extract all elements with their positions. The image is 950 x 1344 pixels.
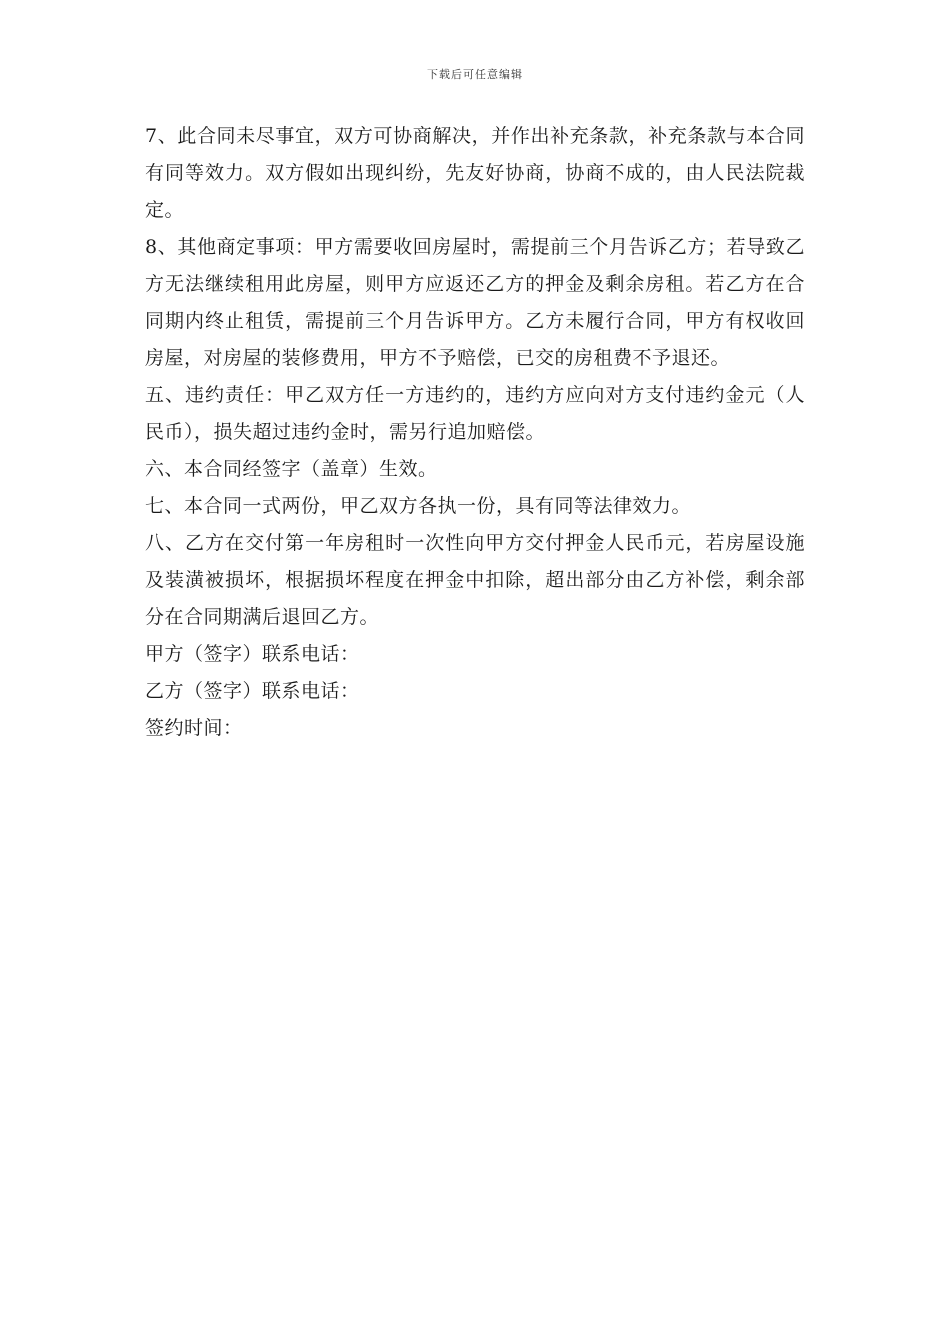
breach-liability-paragraph: 五、违约责任：甲乙双方任一方违约的，违约方应向对方支付违约金元（人民币），损失超过违约金时，需另行追加赔偿。 (145, 384, 805, 443)
page-header-note: 下载后可任意编辑 (427, 68, 523, 81)
document-body (145, 118, 805, 747)
deposit-paragraph: 八、乙方在交付第一年房租时一次性向甲方交付押金人民币元，若房屋设施及装潢被损坏，根据损坏程度在押金中扣除，超出部分由乙方补偿，剩余部分在合同期满后退回乙方。 (145, 532, 805, 628)
copies-paragraph: 七、本合同一式两份，甲乙双方各执一份，具有同等法律效力。 (145, 495, 692, 517)
party-b-signature-line: 乙方（签字）联系电话： (145, 680, 360, 702)
clause-7-paragraph: 7、此合同未尽事宜，双方可协商解决，并作出补充条款，补充条款与本合同有同等效力。双方假如出现纠纷，先友好协商，协商不成的，由人民法院裁定。 (145, 125, 805, 221)
clause-8-paragraph: 8、其他商定事项：甲方需要收回房屋时，需提前三个月告诉乙方；若导致乙方无法继续租用此房屋，则甲方应返还乙方的押金及剩余房租。若乙方在合同期内终止租赁，需提前三个月告诉甲方。乙方未履行合同，甲方有权收回房屋，对房屋的装修费用，甲方不予赔偿，已交的房租费不予退还。 (145, 236, 805, 369)
effectiveness-paragraph: 六、本合同经签字（盖章）生效。 (145, 458, 438, 480)
party-a-signature-line: 甲方（签字）联系电话： (145, 643, 360, 665)
signing-date-line: 签约时间： (145, 717, 243, 739)
